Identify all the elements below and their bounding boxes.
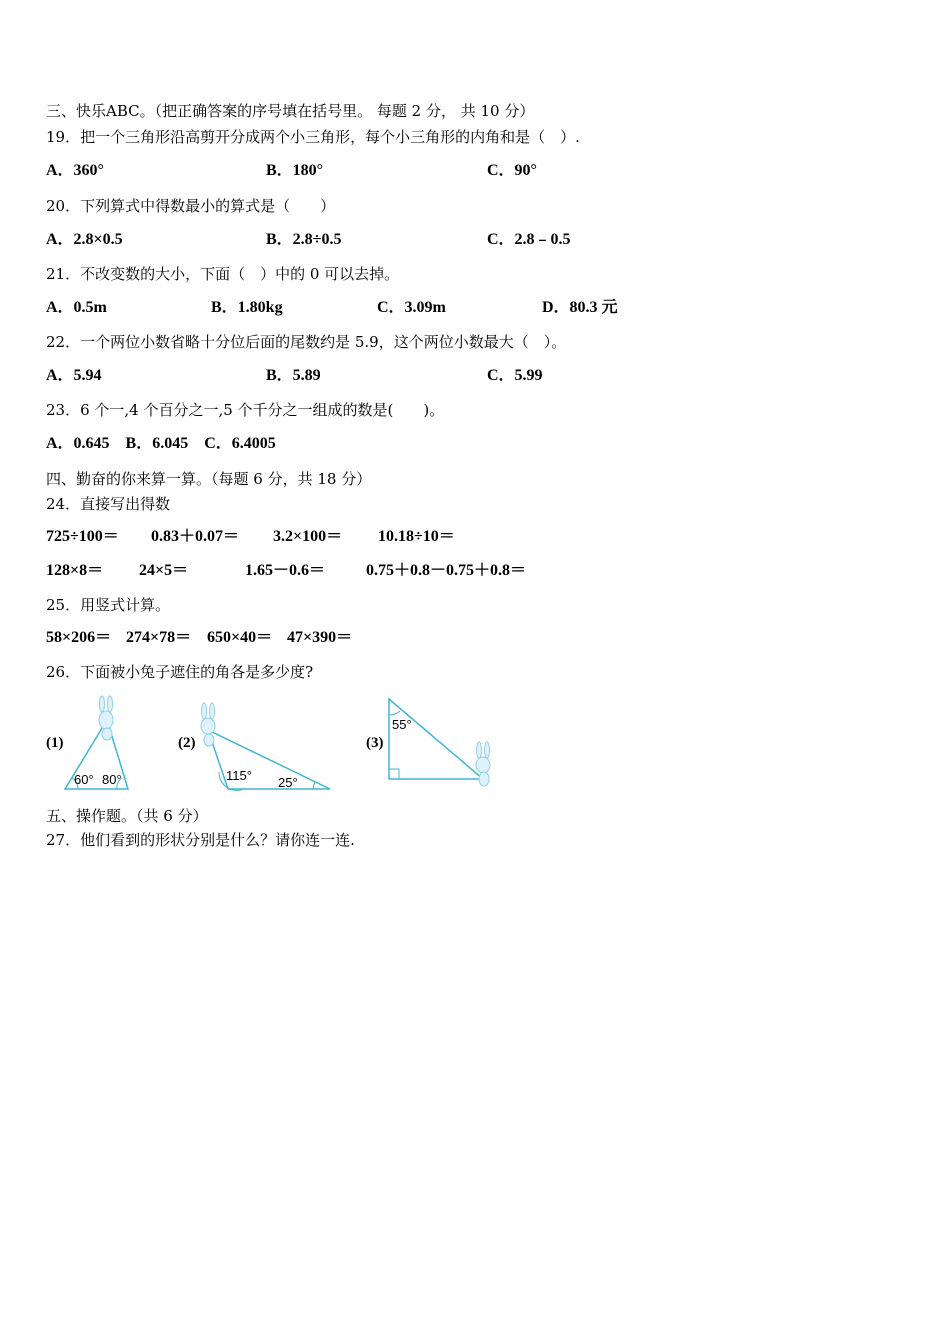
figure-3-triangle xyxy=(385,695,500,793)
figure-3-label: (3) xyxy=(366,735,384,751)
q24-item: 0.83＋0.07＝ xyxy=(151,528,240,545)
q24-item: 10.18÷10＝ xyxy=(378,528,455,545)
q21-option-b: B．1.80kg xyxy=(211,299,283,316)
q22-text: 22．一个两位小数省略十分位后面的尾数约是 5.9，这个两位小数最大（ ）。 xyxy=(46,333,567,351)
q21-text: 21．不改变数的大小，下面（ ）中的 0 可以去掉。 xyxy=(46,265,400,283)
section5-heading: 五、操作题。（共 6 分） xyxy=(46,807,208,825)
q22-option-a: A．5.94 xyxy=(46,367,102,384)
figure-2-triangle xyxy=(193,700,333,792)
q23-text: 23．6 个一,4 个百分之一,5 个千分之一组成的数是( )。 xyxy=(46,401,445,419)
q19-option-c: C．90° xyxy=(487,162,537,179)
q24-text: 24．直接写出得数 xyxy=(46,495,171,513)
q22-option-b: B．5.89 xyxy=(266,367,321,384)
figure-3-angle-1: 55° xyxy=(392,717,412,732)
q24-item: 3.2×100＝ xyxy=(273,528,343,545)
q22-option-c: C．5.99 xyxy=(487,367,543,384)
q24-item: 0.75＋0.8－0.75＋0.8＝ xyxy=(366,562,527,579)
q25-item: 650×40＝ xyxy=(207,629,273,646)
q24-item: 1.65－0.6＝ xyxy=(245,562,326,579)
q24-item: 24×5＝ xyxy=(139,562,189,579)
figure-1-triangle xyxy=(60,692,135,792)
q19-option-b: B．180° xyxy=(266,162,324,179)
figure-2-angle-2: 25° xyxy=(278,775,298,790)
q24-item: 128×8＝ xyxy=(46,562,104,579)
q25-item: 47×390＝ xyxy=(287,629,353,646)
q20-text: 20．下列算式中得数最小的算式是（ ） xyxy=(46,197,336,215)
q19-option-a: A．360° xyxy=(46,162,104,179)
q19-text: 19．把一个三角形沿高剪开分成两个小三角形，每个小三角形的内角和是（ ）. xyxy=(46,128,580,146)
q20-option-b: B．2.8÷0.5 xyxy=(266,231,342,248)
q25-item: 58×206＝ xyxy=(46,629,112,646)
q25-text: 25．用竖式计算。 xyxy=(46,596,171,614)
figure-1-angle-2: 80° xyxy=(102,772,122,787)
figure-2-angle-1: 115° xyxy=(226,768,252,783)
figure-1-label: (1) xyxy=(46,735,64,751)
q24-item: 725÷100＝ xyxy=(46,528,119,545)
q26-text: 26．下面被小兔子遮住的角各是多少度? xyxy=(46,663,314,681)
q27-text: 27．他们看到的形状分别是什么？请你连一连. xyxy=(46,831,355,849)
q25-item: 274×78＝ xyxy=(126,629,192,646)
section3-heading: 三、快乐ABC。（把正确答案的序号填在括号里。 每题 2 分， 共 10 分） xyxy=(46,102,535,120)
q21-option-d: D．80.3 元 xyxy=(542,299,618,316)
section4-heading: 四、勤奋的你来算一算。（每题 6 分，共 18 分） xyxy=(46,470,372,488)
q21-option-a: A．0.5m xyxy=(46,299,107,316)
rabbit-icon xyxy=(99,696,113,740)
rabbit-icon xyxy=(201,703,215,746)
q20-option-a: A．2.8×0.5 xyxy=(46,231,123,248)
q23-options: A．0.645 B．6.045 C．6.4005 xyxy=(46,435,276,452)
figure-2-label: (2) xyxy=(178,735,196,751)
figure-1-angle-1: 60° xyxy=(74,772,94,787)
q20-option-c: C．2.8﹣0.5 xyxy=(487,231,571,248)
q21-option-c: C．3.09m xyxy=(377,299,446,316)
